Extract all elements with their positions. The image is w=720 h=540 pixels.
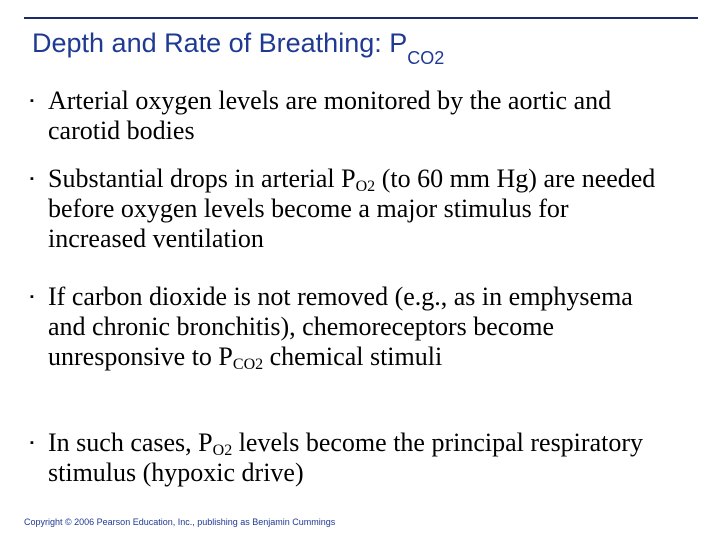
bullet-text [48,428,670,488]
bullet-marker-icon: ▪ [30,95,34,107]
bullet-text-part: levels become the principal respiratory stimulus (hypoxic drive) [48,428,643,487]
bullet-subscript: O2 [355,178,376,195]
bullet-subscript: O2 [212,442,233,459]
bullet-text [48,282,670,372]
bullet-item-4 [30,428,670,488]
bullet-marker-icon: ▪ [30,437,34,449]
bullet-item-2 [30,164,670,254]
bullet-text-part: If carbon dioxide is not removed (e.g., as in emphysema and chronic bronchitis), chemoreceptors become unresponsive to P [48,282,633,371]
bullet-text-part: Substantial drops in arterial P [48,164,356,193]
slide-title-subscript: CO2 [407,48,445,68]
copyright-footer: Copyright © 2006 Pearson Education, Inc., publishing as Benjamin Cummings [24,517,336,527]
bullet-text [48,164,670,254]
slide-title [32,26,445,68]
bullet-marker-icon: ▪ [30,291,34,303]
bullet-marker-icon: ▪ [30,173,34,185]
bullet-text: Arterial oxygen levels are monitored by the aortic and carotid bodies [48,86,612,145]
title-rule [24,17,698,19]
bullet-text-part: (to 60 mm Hg) are needed before oxygen levels become a major stimulus for increased ventilation [48,164,656,253]
slide-title-text: Depth and Rate of Breathing: P [32,28,408,58]
bullet-item-1 [30,86,670,146]
bullet-text-part: In such cases, P [48,428,213,457]
bullet-item-3 [30,282,670,372]
bullet-subscript: CO2 [232,356,264,373]
bullet-text-part: chemical stimuli [263,342,443,371]
